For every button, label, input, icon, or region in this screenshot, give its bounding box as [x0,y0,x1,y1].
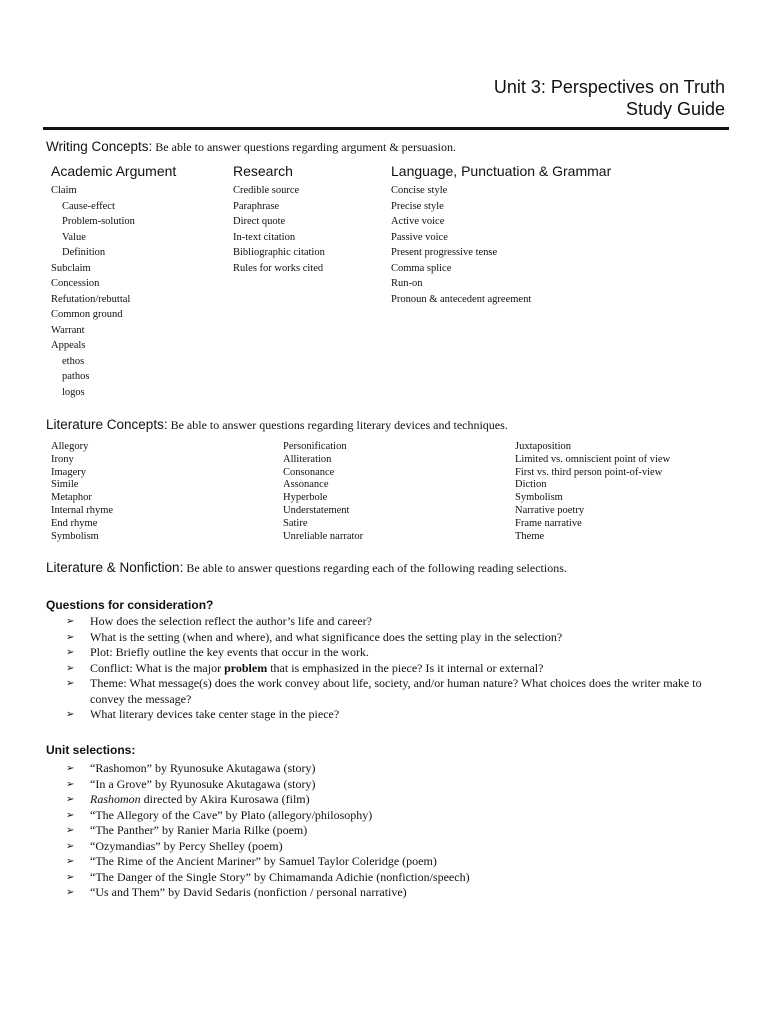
selection-description: “Rashomon” by Ryunosuke Akutagawa (story) [90,761,316,775]
list-item: Imagery [51,466,86,478]
selection-description: “The Panther” by Ranier Maria Rilke (poem) [90,823,308,837]
arrow-bullet-icon: ➢ [66,616,75,627]
selection-description: “In a Grove” by Ryunosuke Akutagawa (story) [90,776,316,791]
list-item: Rules for works cited [233,262,324,274]
selection-item [66,777,706,793]
academic-argument-heading: Academic Argument [51,163,177,179]
list-item: Direct quote [233,216,286,227]
literature-list-1 [51,441,113,543]
academic-argument-column [51,162,176,400]
literature-concepts-heading: Literature Concepts: [46,417,168,432]
literature-column-3 [515,441,670,543]
selection-description: directed by Akira Kurosawa (film) [140,792,310,806]
selection-item [66,870,706,886]
list-item: In-text citation [233,231,296,243]
list-item: Simile [51,479,79,491]
selection-item [66,761,706,777]
question-text-after: that is emphasized in the piece? Is it internal or external? [267,660,544,675]
question-text-before: What literary devices take center stage in the piece? [90,707,340,721]
list-item: Narrative poetry [515,504,585,516]
questions-heading: Questions for consideration? [46,598,214,612]
list-item: Paraphrase [233,200,280,212]
list-item: Theme [515,530,545,542]
list-item: End rhyme [51,517,98,529]
list-item: Subclaim [51,262,91,274]
question-item [66,661,706,677]
literature-list-2 [283,441,363,543]
arrow-bullet-icon: ➢ [66,678,75,689]
selection-item [66,854,706,870]
arrow-bullet-icon: ➢ [66,809,75,821]
selection-description: “The Danger of the Single Story” by Chimamanda Adichie (nonfiction/speech) [90,869,470,884]
list-item: logos [62,386,85,398]
literature-concepts-header [46,417,508,433]
selection-text [90,823,307,837]
title-divider [43,127,729,130]
list-item: Irony [51,453,74,465]
selections-heading: Unit selections: [46,743,136,757]
title-line-1: Unit 3: Perspectives on Truth [493,77,725,97]
list-item: Concise style [391,185,448,196]
list-item: Consonance [283,466,335,478]
arrow-bullet-icon: ➢ [66,825,75,836]
question-text [90,630,562,644]
arrow-bullet-icon: ➢ [66,709,75,720]
selection-text [90,761,315,775]
selection-text [90,808,372,822]
arrow-bullet-icon: ➢ [66,887,75,898]
list-item: Symbolism [51,530,99,542]
list-item: Metaphor [51,492,92,504]
list-item: Pronoun & antecedent agreement [391,293,532,305]
selection-text [90,792,310,806]
list-item: pathos [62,371,90,382]
list-item: Appeals [51,340,86,351]
list-item: Present progressive tense [391,247,498,258]
selections-list [66,761,706,901]
arrow-bullet-icon: ➢ [66,631,75,643]
list-item: Run-on [391,278,423,289]
selection-item [66,885,706,901]
literature-column-1 [51,441,113,543]
literature-column-2 [283,441,363,543]
page-title [494,76,725,120]
list-item: Precise style [391,200,444,212]
list-item: Internal rhyme [51,504,114,516]
grammar-list [391,183,611,307]
writing-concepts-description: Be able to answer questions regarding argument & persuasion. [152,140,456,154]
question-item [66,614,706,630]
list-item: Hyperbole [283,492,328,504]
list-item: Personification [283,441,347,452]
list-item: Unreliable narrator [283,530,364,542]
literature-concepts-description: Be able to answer questions regarding literary devices and techniques. [167,418,508,432]
selection-text [90,854,437,868]
arrow-bullet-icon: ➢ [66,778,75,790]
question-text-before: How does the selection reflect the author’s life and career? [90,614,372,628]
question-text [90,645,369,659]
list-item: Understatement [283,504,350,516]
arrow-bullet-icon: ➢ [66,840,75,852]
selection-item [66,808,706,824]
writing-concepts-header [46,139,456,155]
question-text-before: Theme: What message(s) does the work convey about life, society, and/or human nature? What choices does the writer make to convey the message? [90,676,702,706]
list-item: Bibliographic citation [233,247,325,258]
arrow-bullet-icon: ➢ [66,794,75,805]
arrow-bullet-icon: ➢ [66,662,75,674]
list-item: Value [62,231,86,243]
selection-description: “Us and Them” by David Sedaris (nonfiction / personal narrative) [90,885,407,899]
list-item: Problem-solution [62,216,135,227]
list-item: Satire [283,517,308,529]
writing-concepts-heading: Writing Concepts: [46,139,153,154]
selection-item [66,792,706,808]
question-item [66,645,706,661]
selection-text [90,777,315,791]
arrow-bullet-icon: ➢ [66,856,75,867]
list-item: ethos [62,355,85,367]
question-text [90,707,339,721]
list-item: First vs. third person point-of-view [515,466,663,478]
list-item: Refutation/rebuttal [51,293,131,305]
list-item: Limited vs. omniscient point of view [515,453,671,465]
list-item: Assonance [283,479,329,491]
arrow-bullet-icon: ➢ [66,763,75,774]
academic-argument-list [51,183,176,400]
selection-text [90,839,283,853]
grammar-heading: Language, Punctuation & Grammar [391,163,612,179]
nonfiction-header [46,560,567,576]
selection-description: “The Rime of the Ancient Mariner” by Samuel Taylor Coleridge (poem) [90,854,437,868]
list-item: Concession [51,278,100,289]
literature-list-3 [515,441,670,543]
selection-text [90,885,407,899]
nonfiction-heading: Literature & Nonfiction: [46,560,184,575]
selection-description: “The Allegory of the Cave” by Plato (allegory/philosophy) [90,807,373,822]
question-text [90,614,372,628]
list-item: Comma splice [391,262,452,274]
selection-text [90,870,470,884]
grammar-column [391,162,611,307]
arrow-bullet-icon: ➢ [66,871,75,883]
question-item [66,676,706,707]
list-item: Active voice [391,216,445,227]
question-emphasis: problem [224,660,268,675]
selection-description: “Ozymandias” by Percy Shelley (poem) [90,838,283,853]
list-item: Juxtaposition [515,441,572,452]
question-text [90,676,702,706]
question-item [66,630,706,646]
nonfiction-description: Be able to answer questions regarding each of the following reading selections. [183,561,567,575]
questions-list [66,614,706,723]
list-item: Cause-effect [62,200,115,212]
selection-title-italic: Rashomon [90,792,141,806]
research-heading: Research [233,163,293,179]
question-text-before: Plot: Briefly outline the key events that occur in the work. [90,645,369,659]
question-item [66,707,706,723]
list-item: Credible source [233,185,300,196]
title-line-2: Study Guide [625,99,725,119]
list-item: Alliteration [283,453,332,465]
list-item: Claim [51,185,77,196]
selection-item [66,823,706,839]
research-column [233,162,325,276]
question-text [90,661,543,675]
arrow-bullet-icon: ➢ [66,647,75,658]
list-item: Warrant [51,324,85,336]
list-item: Frame narrative [515,517,582,529]
research-list [233,183,325,276]
list-item: Allegory [51,441,89,452]
question-text-before: What is the setting (when and where), and what significance does the setting play in the selection? [90,629,563,644]
list-item: Common ground [51,309,123,320]
list-item: Diction [515,479,547,491]
list-item: Symbolism [515,492,563,504]
question-text-before: Conflict: What is the major [90,660,225,675]
selection-item [66,839,706,855]
list-item: Definition [62,247,106,258]
list-item: Passive voice [391,231,448,243]
